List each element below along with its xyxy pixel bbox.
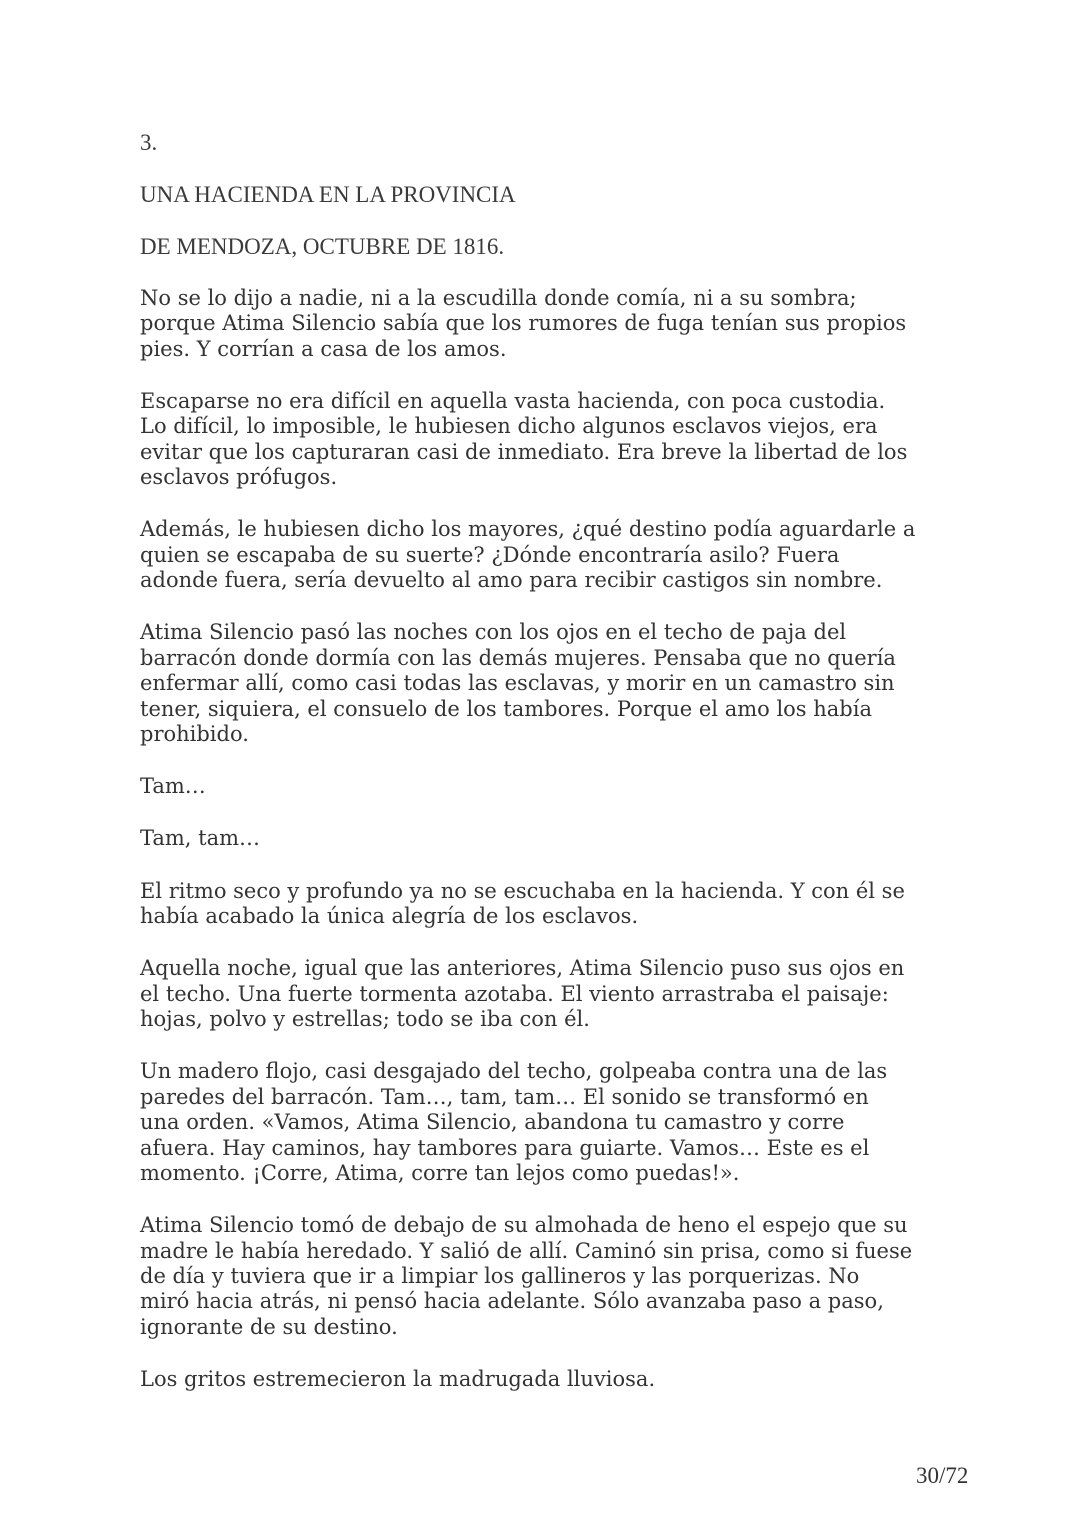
text-line: adonde fuera, sería devuelto al amo para recibir castigos sin nombre.	[140, 568, 883, 593]
text-line: Atima Silencio pasó las noches con los ojos en el techo de paja del	[140, 620, 847, 645]
text-line: porque Atima Silencio sabía que los rumores de fuga tenían sus propios	[140, 311, 907, 336]
text-line: hojas, polvo y estrellas; todo se iba con él.	[140, 1007, 590, 1032]
text-line: barracón donde dormía con las demás mujeres. Pensaba que no quería	[140, 645, 896, 670]
paragraph	[140, 956, 970, 1032]
paragraph	[140, 826, 970, 851]
text-line: de día y tuviera que ir a limpiar los gallineros y las porquerizas. No	[140, 1263, 860, 1288]
text-line: una orden. «Vamos, Atima Silencio, abandona tu camastro y corre	[140, 1110, 845, 1135]
paragraph	[140, 1213, 970, 1340]
text-line: Atima Silencio tomó de debajo de su almohada de heno el espejo que su	[140, 1213, 908, 1238]
text-line: ignorante de su destino.	[140, 1314, 398, 1339]
text-line: momento. ¡Corre, Atima, corre tan lejos como puedas!».	[140, 1160, 740, 1185]
text-line: madre le había heredado. Y salió de allí. Caminó sin prisa, como si fuese	[140, 1238, 913, 1263]
text-line: Un madero flojo, casi desgajado del techo, golpeaba contra una de las	[140, 1059, 888, 1084]
text-line: Tam, tam…	[140, 826, 261, 851]
paragraph	[140, 1059, 970, 1186]
text-line: pies. Y corrían a casa de los amos.	[140, 336, 507, 361]
text-line: evitar que los capturaran casi de inmediato. Era breve la libertad de los	[140, 439, 908, 464]
text-line: tener, siquiera, el consuelo de los tambores. Porque el amo los había	[140, 696, 872, 721]
paragraph	[140, 774, 970, 799]
text-line: prohibido.	[140, 722, 249, 747]
text-line: paredes del barracón. Tam…, tam, tam… El sonido se transformó en	[140, 1084, 869, 1109]
text-line: miró hacia atrás, ni pensó hacia adelante. Sólo avanzaba paso a paso,	[140, 1289, 884, 1314]
chapter-title-line-1: UNA HACIENDA EN LA PROVINCIA	[140, 182, 516, 207]
text-line: Tam…	[140, 774, 206, 799]
text-line: quien se escapaba de su suerte? ¿Dónde encontraría asilo? Fuera	[140, 542, 840, 567]
text-line: Escaparse no era difícil en aquella vasta hacienda, con poca custodia.	[140, 389, 886, 414]
text-line: No se lo dijo a nadie, ni a la escudilla donde comía, ni a su sombra;	[140, 286, 857, 310]
page-number: 30/72	[916, 1463, 969, 1488]
text-line: Además, le hubiesen dicho los mayores, ¿qué destino podía aguardarle a	[140, 517, 916, 542]
paragraph	[140, 620, 970, 747]
text-line: enfermar allí, como casi todas las esclavas, y morir en un camastro sin	[140, 671, 895, 696]
text-line: esclavos prófugos.	[140, 465, 338, 490]
paragraph	[140, 879, 970, 930]
text-line: el techo. Una fuerte tormenta azotaba. El viento arrastraba el paisaje:	[140, 981, 889, 1006]
chapter-number: 3.	[140, 130, 158, 155]
paragraph	[140, 286, 970, 362]
chapter-title-line-2: DE MENDOZA, OCTUBRE DE 1816.	[140, 234, 505, 259]
text-line: Lo difícil, lo imposible, le hubiesen dicho algunos esclavos viejos, era	[140, 414, 878, 439]
text-line: El ritmo seco y profundo ya no se escuchaba en la hacienda. Y con él se	[140, 878, 905, 903]
chapter-body	[140, 286, 970, 1419]
paragraph	[140, 1367, 970, 1392]
paragraph	[140, 517, 970, 593]
text-line: Aquella noche, igual que las anteriores, Atima Silencio puso sus ojos en	[140, 956, 905, 981]
paragraph	[140, 389, 970, 491]
text-line: afuera. Hay caminos, hay tambores para guiarte. Vamos… Este es el	[140, 1135, 870, 1160]
text-line: Los gritos estremecieron la madrugada lluviosa.	[140, 1366, 656, 1391]
text-line: había acabado la única alegría de los esclavos.	[140, 904, 639, 929]
